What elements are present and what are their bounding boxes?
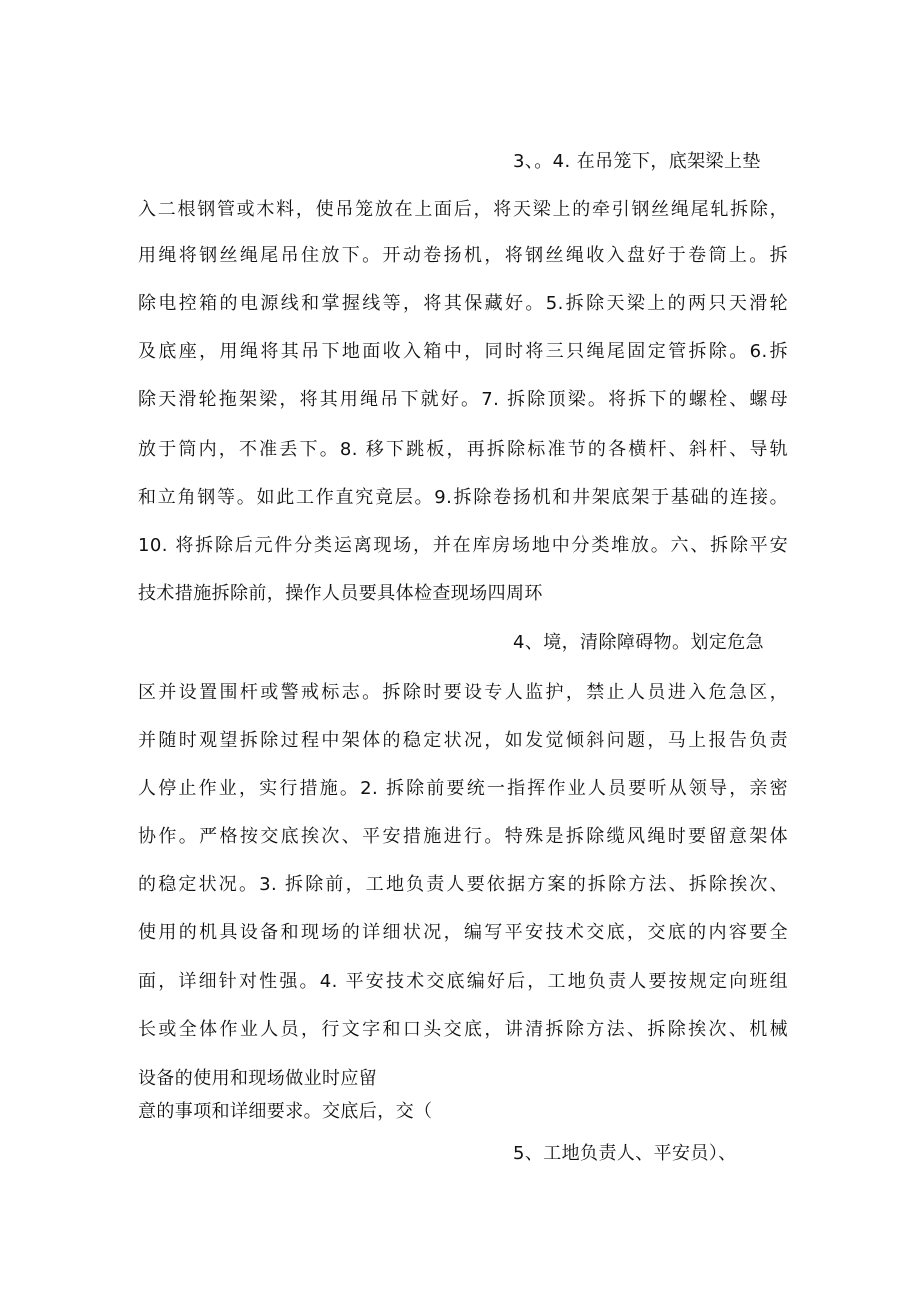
text-line: 意的事项和详细要求。交底后，交（ xyxy=(138,1101,433,1122)
text-line: 除电控箱的电源线和掌握线等，将其保藏好。5.拆除天梁上的两只天滑轮 xyxy=(138,293,788,314)
text-line: 入二根钢管或木料，使吊笼放在上面后，将天梁上的牵引钢丝绳尾轧拆除， xyxy=(138,199,788,220)
text-line: 放于筒内，不准丢下。8. 移下跳板，再拆除标准节的各横杆、斜杆、导轨 xyxy=(138,439,788,460)
text-line: 协作。严格按交底挨次、平安措施进行。特殊是拆除缆风绳时要留意架体 xyxy=(138,826,788,847)
text-line: 人停止作业，实行措施。2. 拆除前要统一指挥作业人员要听从领导，亲密 xyxy=(138,778,788,799)
text-line: 除天滑轮拖架梁，将其用绳吊下就好。7. 拆除顶梁。将拆下的螺栓、螺母 xyxy=(138,389,788,410)
text-line: 面，详细针对性强。4. 平安技术交底编好后，工地负责人要按规定向班组 xyxy=(138,971,788,992)
text-line: 及底座，用绳将其吊下地面收入箱中，同时将三只绳尾固定管拆除。6.拆 xyxy=(138,341,788,362)
text-line: 长或全体作业人员，行文字和口头交底，讲清拆除方法、拆除挨次、机械 xyxy=(138,1019,788,1040)
text-line: 10. 将拆除后元件分类运离现场，并在库房场地中分类堆放。六、拆除平安 xyxy=(138,535,788,556)
text-line: 区并设置围杆或警戒标志。拆除时要设专人监护，禁止人员进入危急区， xyxy=(138,682,788,703)
text-line: 用绳将钢丝绳尾吊住放下。开动卷扬机，将钢丝绳收入盘好于卷筒上。拆 xyxy=(138,245,788,266)
text-line: 4、境，清除障碍物。划定危急 xyxy=(513,632,765,653)
text-line: 设备的使用和现场做业时应留 xyxy=(138,1068,378,1089)
text-line: 使用的机具设备和现场的详细状况，编写平安技术交底，交底的内容要全 xyxy=(138,922,788,943)
text-line: 和立角钢等。如此工作直究竟层。9.拆除卷扬机和井架底架于基础的连接。 xyxy=(138,487,788,508)
text-line: 5、工地负责人、平安员）、 xyxy=(513,1143,737,1164)
text-line: 3、。4. 在吊笼下，底架梁上垫 xyxy=(513,151,761,172)
text-line: 并随时观望拆除过程中架体的稳定状况，如发觉倾斜问题，马上报告负责 xyxy=(138,730,788,751)
text-line: 技术措施拆除前，操作人员要具体检查现场四周环 xyxy=(138,583,543,604)
text-line: 的稳定状况。3. 拆除前，工地负责人要依据方案的拆除方法、拆除挨次、 xyxy=(138,874,788,895)
